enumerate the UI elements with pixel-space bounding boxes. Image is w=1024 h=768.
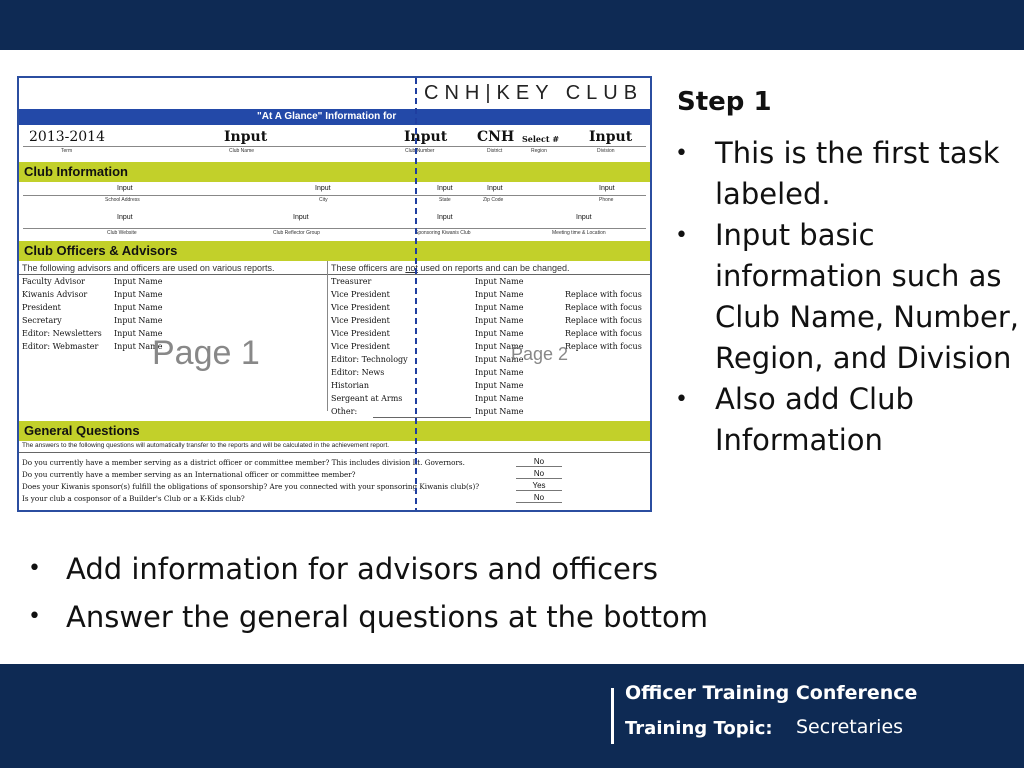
officer-note[interactable]: Replace with focus xyxy=(565,303,642,312)
officer-name-input[interactable]: Input Name xyxy=(114,316,163,325)
officers-left-subtitle: The following advisors and officers are used on various reports. xyxy=(22,263,275,273)
step-bullet: • Input basic information such as Club Name, Number, Region, and Division xyxy=(675,215,1020,379)
club-website-input[interactable]: Input xyxy=(117,214,133,221)
officer-name-input[interactable]: Input Name xyxy=(114,303,163,312)
officer-role: Vice President xyxy=(331,342,390,351)
officer-role: Vice President xyxy=(331,329,390,338)
officer-name-input[interactable]: Input Name xyxy=(475,329,524,338)
officer-name-input[interactable]: Input Name xyxy=(475,355,524,364)
phone-label: Phone xyxy=(599,197,614,203)
question-text: Is your club a cosponsor of a Builder's Club or a K-Kids club? xyxy=(22,494,245,503)
officer-name-input[interactable]: Input Name xyxy=(114,329,163,338)
school-address-input[interactable]: Input xyxy=(117,185,133,192)
footer-divider xyxy=(611,688,614,744)
officer-name-input[interactable]: Input Name xyxy=(475,368,524,377)
step-bullet: • This is the first task labeled. xyxy=(675,133,1020,215)
bottom-bullet: • Add information for advisors and officers xyxy=(26,545,1016,593)
officer-name-input[interactable]: Input Name xyxy=(475,342,524,351)
school-address-label: School Address xyxy=(105,197,140,203)
question-text: Do you currently have a member serving as an International officer or committee member? xyxy=(22,470,356,479)
general-questions-title: General Questions xyxy=(24,423,140,438)
officer-role: Kiwanis Advisor xyxy=(22,290,88,299)
officer-role: Editor: Newsletters xyxy=(22,329,102,338)
club-info-row2-line xyxy=(23,228,646,229)
officers-divider xyxy=(327,261,328,411)
officer-role: Vice President xyxy=(331,290,390,299)
officer-role: Sergeant at Arms xyxy=(331,394,403,403)
officers-right-subtitle: These officers are not used on reports and can be changed. xyxy=(331,263,570,273)
officer-role: Editor: News xyxy=(331,368,385,377)
officers-title: Club Officers & Advisors xyxy=(24,243,178,258)
division-input[interactable]: Input xyxy=(589,129,633,145)
zip-code-input[interactable]: Input xyxy=(487,185,503,192)
officer-note[interactable]: Replace with focus xyxy=(565,316,642,325)
other-role-underline[interactable] xyxy=(373,417,471,418)
officers-subtitle-line xyxy=(19,274,650,275)
club-information-title: Club Information xyxy=(24,164,128,179)
phone-input[interactable]: Input xyxy=(599,185,615,192)
zip-code-label: Zip Code xyxy=(483,197,504,203)
officer-role: Secretary xyxy=(22,316,62,325)
officer-role: President xyxy=(22,303,61,312)
officer-name-input[interactable]: Input Name xyxy=(475,290,524,299)
officer-name-input[interactable]: Input Name xyxy=(475,303,524,312)
step-bullets xyxy=(675,133,1020,461)
step-title: Step 1 xyxy=(677,87,772,117)
officer-note[interactable]: Replace with focus xyxy=(565,329,642,338)
officer-name-input[interactable]: Input Name xyxy=(114,277,163,286)
footer-topic-label: Training Topic: xyxy=(625,718,773,739)
division-label: Division xyxy=(597,148,615,154)
state-input[interactable]: Input xyxy=(437,185,453,192)
club-website-label: Club Website xyxy=(107,230,137,236)
question-text: Do you currently have a member serving as a district officer or committee member? This includes division Lt. Governors. xyxy=(22,458,465,467)
page-1-watermark: Page 1 xyxy=(152,334,260,372)
officer-note[interactable]: Replace with focus xyxy=(565,342,642,351)
city-label: City xyxy=(319,197,328,203)
officer-name-input[interactable]: Input Name xyxy=(114,342,163,351)
footer-conference-title: Officer Training Conference xyxy=(625,682,918,704)
officer-name-input[interactable]: Input Name xyxy=(475,381,524,390)
question-answer-select[interactable]: No xyxy=(516,469,562,479)
officer-role: Faculty Advisor xyxy=(22,277,85,286)
question-answer-select[interactable]: No xyxy=(516,457,562,467)
officer-role: Editor: Technology xyxy=(331,355,408,364)
officer-role: Editor: Webmaster xyxy=(22,342,99,351)
reflector-group-label: Club Reflector Group xyxy=(273,230,320,236)
footer-topic-value: Secretaries xyxy=(796,716,904,738)
city-input[interactable]: Input xyxy=(315,185,331,192)
sponsoring-club-input[interactable]: Input xyxy=(437,214,453,221)
bottom-bullets xyxy=(26,545,1016,641)
sponsoring-club-label: Sponsoring Kiwanis Club xyxy=(415,230,471,236)
officer-name-input[interactable]: Input Name xyxy=(114,290,163,299)
officer-name-input[interactable]: Input Name xyxy=(475,407,524,416)
district-label: District xyxy=(487,148,503,154)
reflector-group-input[interactable]: Input xyxy=(293,214,309,221)
meeting-time-input[interactable]: Input xyxy=(576,214,592,221)
step-bullet: • Also add Club Information xyxy=(675,379,1020,461)
officer-name-input[interactable]: Input Name xyxy=(475,316,524,325)
top-banner xyxy=(0,0,1024,50)
term-label: Term xyxy=(61,148,73,154)
question-text: Does your Kiwanis sponsor(s) fulfill the obligations of sponsorship? Are you connected with your sponsoring Kiwanis club(s)? xyxy=(22,482,480,491)
at-a-glance-spreadsheet xyxy=(17,76,652,512)
club-number-label: Club Number xyxy=(405,148,435,154)
officer-role: Other: xyxy=(331,407,358,416)
question-answer-select[interactable]: Yes xyxy=(516,481,562,491)
club-info-row1-line xyxy=(23,195,646,196)
officer-note[interactable]: Replace with focus xyxy=(565,290,642,299)
officer-role: Treasurer xyxy=(331,277,372,286)
general-subtitle-line xyxy=(19,452,650,453)
state-label: State xyxy=(439,197,451,203)
district-value[interactable]: CNH xyxy=(477,129,515,145)
meeting-time-label: Meeting time & Location xyxy=(552,230,606,236)
club-name-label: Club Name xyxy=(229,148,255,154)
officer-name-input[interactable]: Input Name xyxy=(475,394,524,403)
officer-role: Vice President xyxy=(331,316,390,325)
officer-role: Historian xyxy=(331,381,369,390)
cnh-key-club-logo: CNH|KEY CLUB xyxy=(424,82,644,104)
page-break-line xyxy=(415,78,417,512)
club-number-input[interactable]: Input xyxy=(404,129,448,145)
page-2-watermark: Page 2 xyxy=(511,344,569,364)
glance-title: "At A Glance" Information for xyxy=(257,111,397,122)
header-underline xyxy=(23,146,646,147)
bottom-bullet: • Answer the general questions at the bottom xyxy=(26,593,1016,641)
club-name-input[interactable]: Input xyxy=(224,129,268,145)
question-answer-select[interactable]: No xyxy=(516,493,562,503)
region-label: Region xyxy=(531,148,547,154)
general-questions-subtitle: The answers to the following questions will automatically transfer to the reports and will be calculated in the achievement report. xyxy=(22,442,390,449)
officer-role: Vice President xyxy=(331,303,390,312)
term-value[interactable]: 2013-2014 xyxy=(29,129,105,145)
region-select[interactable]: Select # xyxy=(522,134,560,144)
officer-name-input[interactable]: Input Name xyxy=(475,277,524,286)
